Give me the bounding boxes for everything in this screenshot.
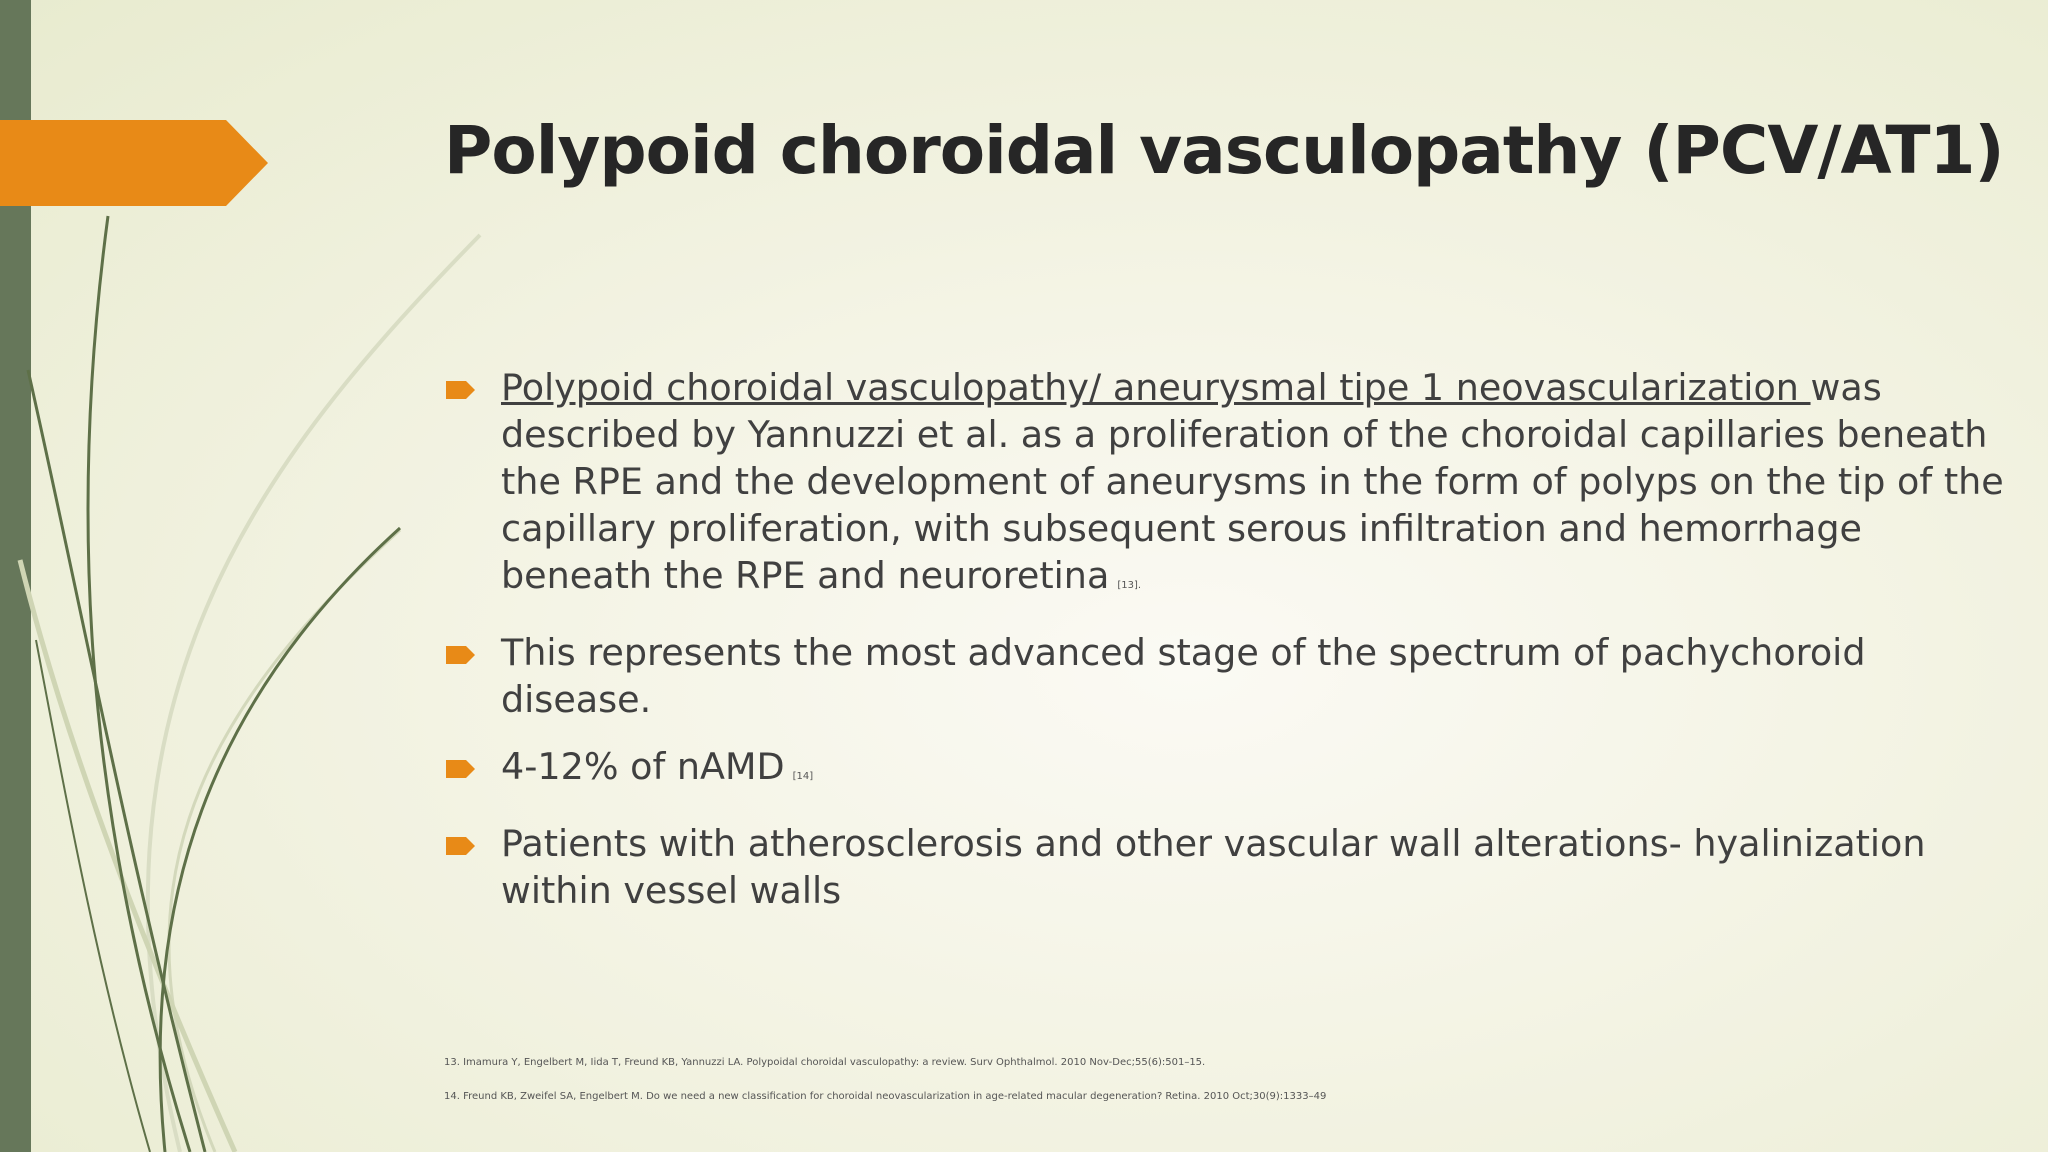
reference-14: 14. Freund KB, Zweifel SA, Engelbert M. Do we need a new classification for choroidal neovascularization in age-related macular degeneration? Retina. 2010 Oct;30(9):1333–49 [444, 1091, 1327, 1102]
slide-title: Polypoid choroidal vasculopathy (PCV/AT1) [444, 112, 2004, 189]
citation-13: [13]. [1117, 580, 1142, 591]
bullet-text: 4-12% of nAMD [501, 745, 785, 788]
arrow-bullet-icon [446, 646, 476, 664]
bullet-text: Patients with atherosclerosis and other vascular wall alterations- hyalinization within vessel walls [501, 822, 1926, 912]
arrow-bullet-icon [446, 837, 476, 855]
bullet-item-pcv-definition [444, 364, 2004, 609]
bullet-item-prevalence [444, 743, 2004, 800]
bullet-text: was described by Yannuzzi et al. as a proliferation of the choroidal capillaries beneath the RPE and the development of aneurysms in the form of polyps on the tip of the capillary proliferation, with subsequent serous infiltration and hemorrhage beneath the RPE and neuroretina [501, 366, 2004, 597]
bullet-item-advanced-stage [444, 629, 2004, 723]
bullet-list [444, 364, 2004, 934]
orange-arrow-banner [0, 120, 270, 206]
reference-13: 13. Imamura Y, Engelbert M, Iida T, Freund KB, Yannuzzi LA. Polypoidal choroidal vasculopathy: a review. Surv Ophthalmol. 2010 Nov-Dec;55(6):501–15. [444, 1057, 1206, 1068]
citation-14: [14] [792, 771, 814, 782]
bullet-text: This represents the most advanced stage of the spectrum of pachychoroid disease. [501, 631, 1866, 721]
arrow-bullet-icon [446, 760, 476, 778]
arrow-bullet-icon [446, 381, 476, 399]
pcv-link-text[interactable]: Polypoid choroidal vasculopathy/ aneurysmal tipe 1 neovascularization [501, 366, 1811, 409]
bullet-item-atherosclerosis [444, 820, 2004, 914]
